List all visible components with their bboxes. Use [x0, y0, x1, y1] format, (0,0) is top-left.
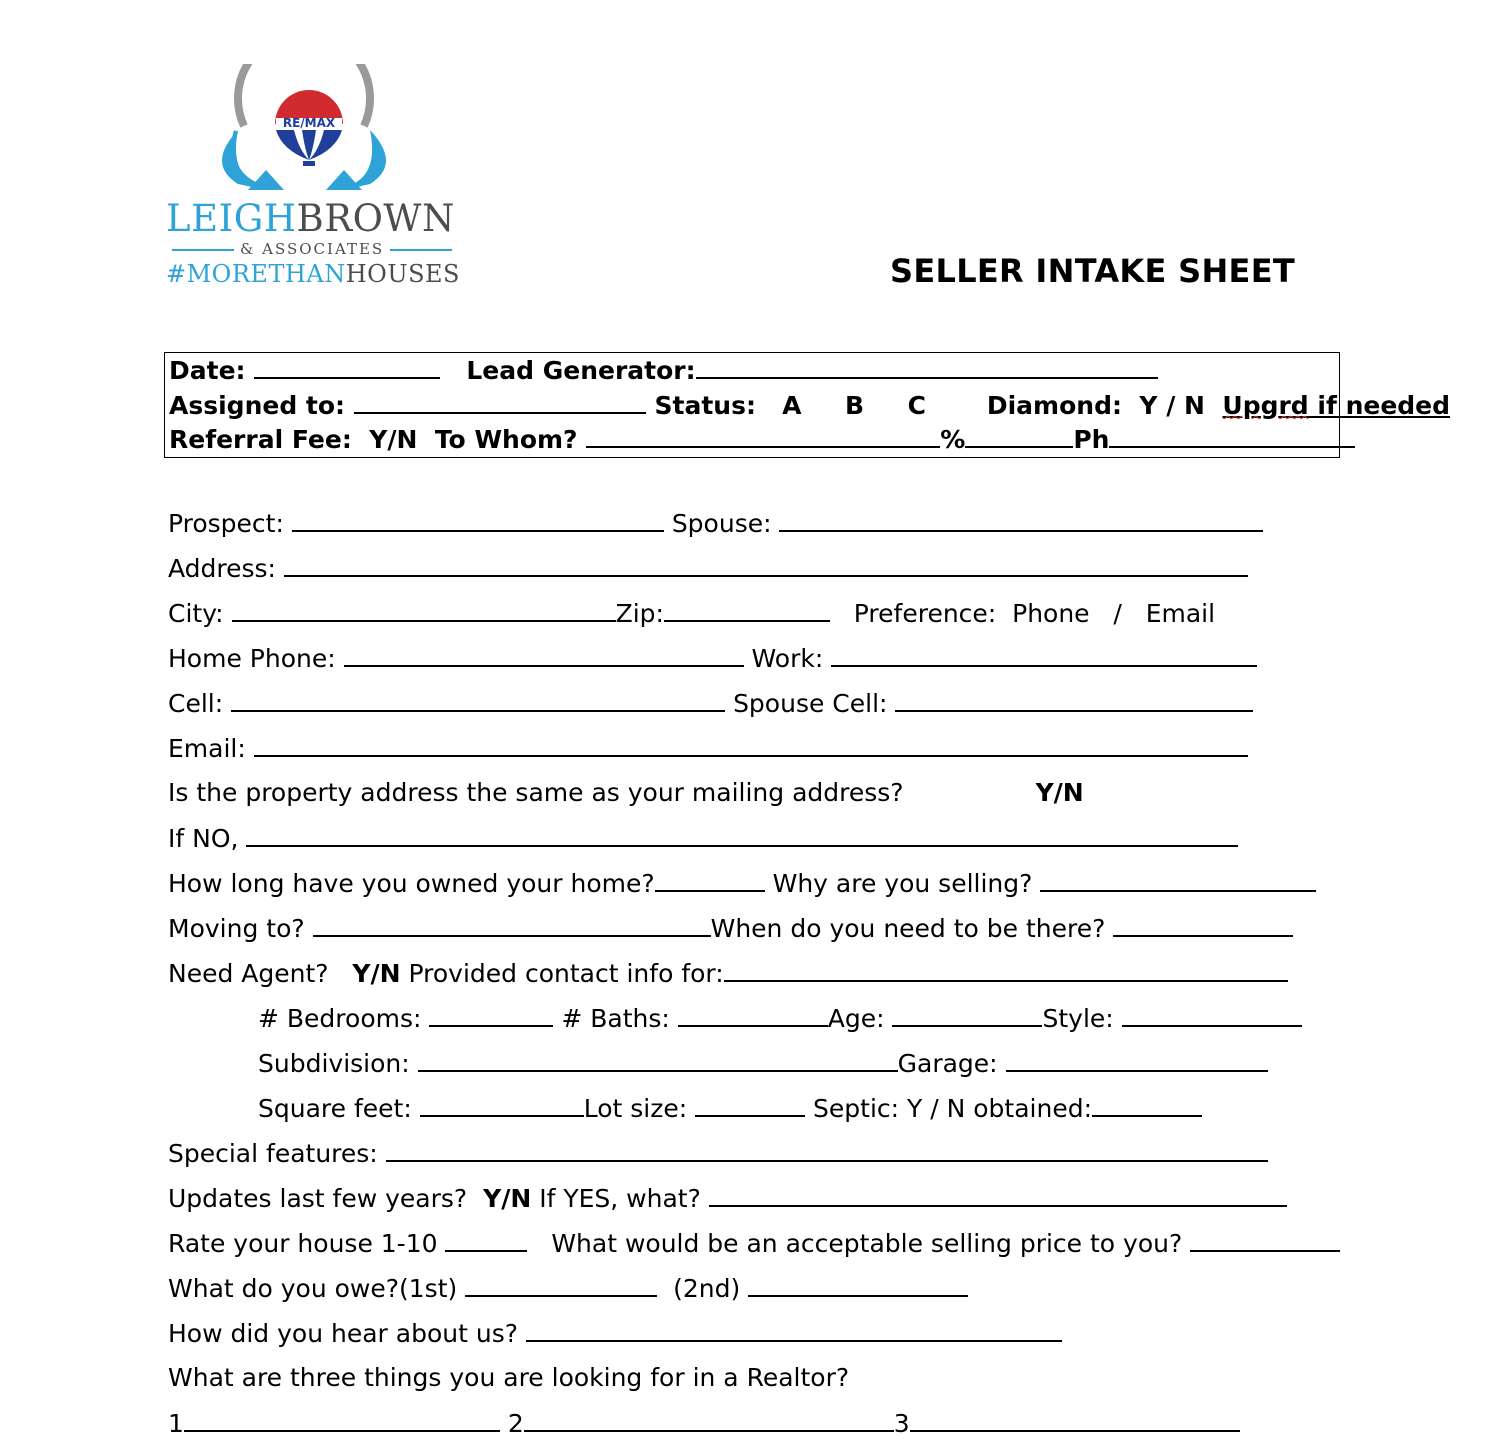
- address-row: Address:: [168, 553, 1248, 584]
- preference-email-option[interactable]: Email: [1145, 599, 1216, 628]
- updates-field[interactable]: [709, 1183, 1287, 1207]
- moving-row: Moving to? When do you need to be there?: [168, 913, 1293, 944]
- mailing-address-question: Is the property address the same as your mailing address? Y/N: [168, 778, 1084, 807]
- owned-duration-field[interactable]: [655, 868, 765, 892]
- email-row: Email:: [168, 733, 1248, 764]
- subdivision-row: Subdivision: Garage:: [258, 1048, 1268, 1079]
- city-field[interactable]: [232, 598, 616, 622]
- need-agent-yn[interactable]: Y/N: [352, 959, 401, 988]
- office-row-1: Date: Lead Generator:: [169, 355, 1158, 386]
- lot-size-field[interactable]: [695, 1093, 805, 1117]
- realtor-answers-row: 1 2 3: [168, 1408, 1240, 1439]
- spouse-cell-field[interactable]: [895, 688, 1253, 712]
- realtor-answer-1[interactable]: [184, 1408, 500, 1432]
- status-option-b[interactable]: B: [844, 391, 865, 420]
- diamond-yn[interactable]: Y / N: [1139, 391, 1205, 420]
- brand-name: LEIGHBROWN: [166, 197, 455, 240]
- referral-source-row: How did you hear about us?: [168, 1318, 1062, 1349]
- pricing-row: Rate your house 1-10 What would be an acceptable selling price to you?: [168, 1228, 1340, 1259]
- realtor-answer-3[interactable]: [910, 1408, 1240, 1432]
- office-use-box: [164, 352, 1451, 458]
- realtor-question: What are three things you are looking for in a Realtor?: [168, 1363, 850, 1392]
- cell-field[interactable]: [231, 688, 725, 712]
- second-mortgage-field[interactable]: [748, 1273, 968, 1297]
- subdivision-field[interactable]: [418, 1048, 898, 1072]
- home-phone-field[interactable]: [344, 643, 744, 667]
- style-field[interactable]: [1122, 1003, 1302, 1027]
- spouse-field[interactable]: [779, 508, 1263, 532]
- special-features-row: Special features:: [168, 1138, 1268, 1169]
- percent-field[interactable]: [965, 424, 1073, 448]
- page-title: SELLER INTAKE SHEET: [890, 252, 1295, 290]
- email-field[interactable]: [254, 733, 1248, 757]
- updates-row: Updates last few years? Y/N If YES, what?: [168, 1183, 1287, 1214]
- zip-field[interactable]: [664, 598, 830, 622]
- baths-field[interactable]: [678, 1003, 828, 1027]
- realtor-answer-2[interactable]: [524, 1408, 894, 1432]
- why-selling-field[interactable]: [1040, 868, 1316, 892]
- garage-field[interactable]: [1006, 1048, 1268, 1072]
- address-field[interactable]: [284, 553, 1248, 577]
- brand-subtitle: & ASSOCIATES: [166, 240, 452, 258]
- referral-phone-field[interactable]: [1109, 424, 1355, 448]
- status-option-c[interactable]: C: [907, 391, 926, 420]
- balloon-text: RE/MAX: [282, 116, 336, 130]
- age-field[interactable]: [892, 1003, 1042, 1027]
- first-mortgage-field[interactable]: [465, 1273, 657, 1297]
- prospect-field[interactable]: [292, 508, 664, 532]
- to-whom-field[interactable]: [586, 424, 940, 448]
- assigned-to-field[interactable]: [354, 390, 646, 414]
- bedrooms-field[interactable]: [429, 1003, 553, 1027]
- contact-info-field[interactable]: [724, 958, 1288, 982]
- phone-row: Home Phone: Work:: [168, 643, 1257, 674]
- office-row-2: Assigned to: Status: A B C Diamond: Y / N Upgrd if needed: [169, 391, 1451, 420]
- septic-obtained-field[interactable]: [1092, 1093, 1202, 1117]
- lot-row: Square feet: Lot size: Septic: Y / N obtained:: [258, 1093, 1202, 1124]
- same-address-yn[interactable]: Y/N: [1035, 778, 1084, 807]
- house-rating-field[interactable]: [445, 1228, 527, 1252]
- brand-tagline: #MORETHANHOUSES: [166, 260, 460, 288]
- special-features-field[interactable]: [386, 1138, 1268, 1162]
- acceptable-price-field[interactable]: [1190, 1228, 1340, 1252]
- city-row: City: Zip: Preference: Phone / Email: [168, 599, 1216, 628]
- date-field[interactable]: [254, 355, 440, 379]
- prospect-row: Prospect: Spouse:: [168, 508, 1263, 539]
- moving-to-field[interactable]: [313, 913, 711, 937]
- if-no-row: If NO,: [168, 823, 1238, 854]
- work-phone-field[interactable]: [831, 643, 1257, 667]
- square-feet-field[interactable]: [420, 1093, 584, 1117]
- preference-phone-option[interactable]: Phone: [1012, 599, 1090, 628]
- referral-yn[interactable]: Y/N: [369, 425, 418, 454]
- agent-row: Need Agent? Y/N Provided contact info for:: [168, 958, 1288, 989]
- cell-row: Cell: Spouse Cell:: [168, 688, 1253, 719]
- office-row-3: Referral Fee: Y/N To Whom? % Ph: [169, 424, 1355, 455]
- if-no-field[interactable]: [246, 823, 1238, 847]
- referral-source-field[interactable]: [526, 1318, 1062, 1342]
- rooms-row: # Bedrooms: # Baths: Age: Style:: [258, 1003, 1302, 1034]
- owe-row: What do you owe?(1st) (2nd): [168, 1273, 968, 1304]
- status-option-a[interactable]: A: [782, 391, 802, 420]
- lead-generator-field[interactable]: [696, 355, 1158, 379]
- move-date-field[interactable]: [1113, 913, 1293, 937]
- ownership-row: How long have you owned your home? Why are you selling?: [168, 868, 1316, 899]
- updates-yn[interactable]: Y/N: [483, 1184, 532, 1213]
- upgrade-note: Upgrd if needed: [1222, 391, 1451, 420]
